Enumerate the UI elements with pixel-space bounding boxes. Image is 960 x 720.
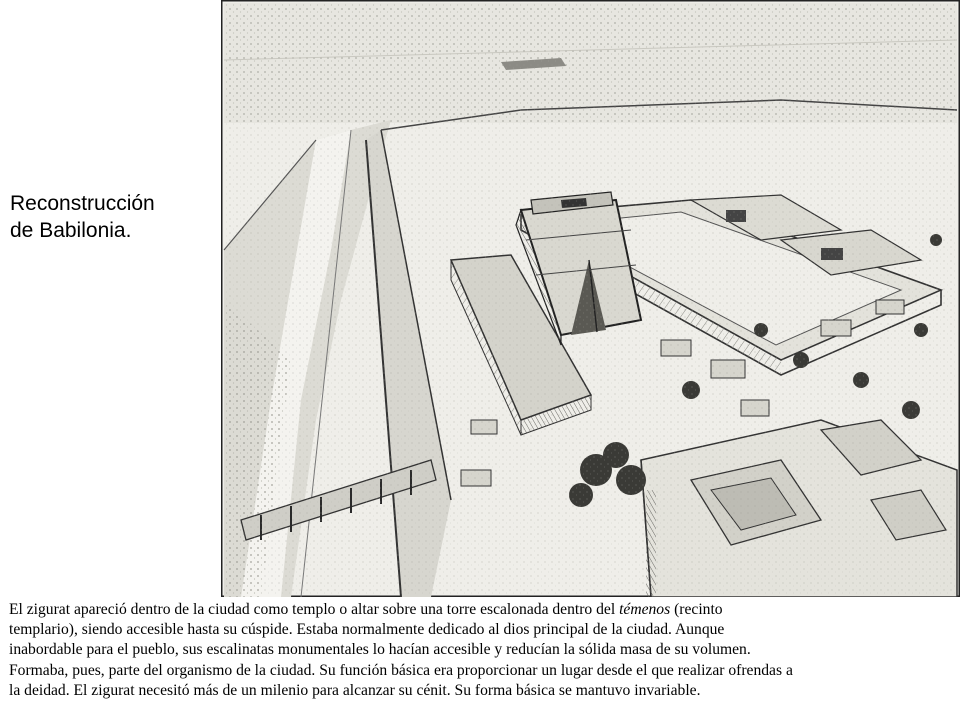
paragraph-text: (recinto — [670, 601, 723, 618]
babylon-engraving-illustration — [221, 0, 960, 597]
paragraph-line: la deidad. El zigurat necesitó más de un milenio para alcanzar su cénit. Su forma básica se mantuvo invariable. — [9, 681, 701, 699]
paragraph-line: templario), siendo accesible hasta su cúspide. Estaba normalmente dedicado al dios principal de la ciudad. Aunque — [9, 621, 725, 639]
paragraph-line — [9, 600, 955, 620]
temenos-term: témenos — [619, 601, 671, 618]
paragraph-text: El zigurat apareció dentro de la ciudad como templo o altar sobre una torre escalonada dentro del — [9, 601, 620, 618]
caption-line-2: de Babilonia. — [10, 219, 132, 242]
paragraph-line: inabordable para el pueblo, sus escalinatas monumentales lo hacían accesible y reducían la sólida masa de su volumen. — [9, 641, 751, 659]
description-paragraph — [9, 600, 955, 701]
caption-line-1: Reconstrucción — [10, 192, 155, 215]
paragraph-line: Formaba, pues, parte del organismo de la ciudad. Su función básica era proporcionar un lugar desde el que realizar ofrendas a — [9, 661, 793, 679]
babylon-illustration — [221, 0, 960, 597]
image-caption — [10, 190, 210, 244]
